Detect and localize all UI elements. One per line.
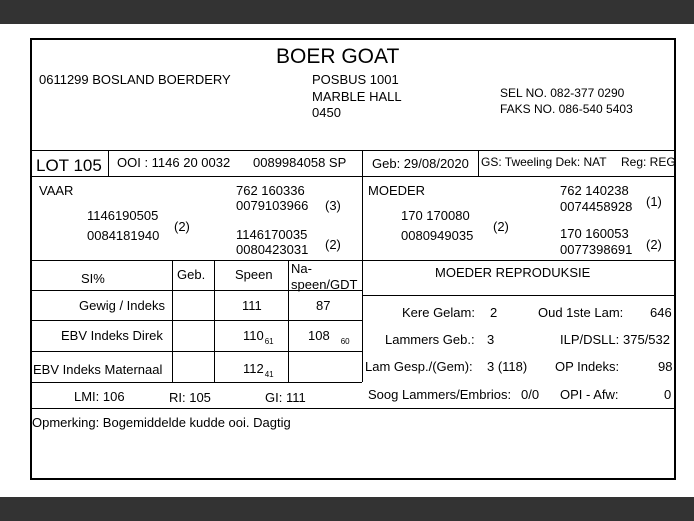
ilp-value: 375/532 (623, 332, 670, 347)
moeder-label: MOEDER (368, 183, 426, 198)
soog-value: 0/0 (521, 387, 540, 402)
geb-header: Geb. (177, 267, 206, 282)
row2-naspeen (308, 328, 350, 346)
vaar-dam-1: 1146170035 (236, 227, 308, 242)
naspeen-header-2: speen/GDT (291, 277, 358, 292)
vaar-dam-2: 0080423031 (236, 242, 309, 257)
row3-speen-value: 112 (243, 361, 264, 376)
row3-speen (243, 361, 274, 379)
seller-name: 0611299 BOSLAND BOERDERY (39, 72, 231, 87)
kere-label: Kere Gelam: (402, 305, 475, 320)
lmi: LMI: 106 (74, 389, 125, 404)
moeder-dam-count: (2) (646, 237, 662, 252)
gi: GI: 111 (265, 390, 306, 405)
moeder-sire-count: (1) (646, 194, 662, 209)
registration: Reg: REG (621, 155, 676, 169)
repro-title: MOEDER REPRODUKSIE (435, 265, 591, 280)
moeder-sire-1: 762 140238 (560, 183, 629, 198)
ilp-label: ILP/DSLL: (560, 332, 620, 347)
row3-speen-accuracy: 41 (264, 370, 274, 379)
opi-value: 0 (664, 387, 672, 402)
vaar-id-2: 0084181940 (87, 228, 160, 243)
soog-label: Soog Lammers/Embrios: (368, 387, 512, 402)
vaar-label: VAAR (39, 183, 74, 198)
row3-label: EBV Indeks Maternaal (33, 362, 163, 377)
si-header: SI% (81, 271, 105, 286)
row2-naspeen-accuracy: 60 (340, 337, 350, 346)
gs-dek: GS: Tweeling Dek: NAT (481, 155, 607, 169)
row1-naspeen: 87 (316, 298, 331, 313)
birth-date: Geb: 29/08/2020 (372, 156, 469, 171)
op-value: 98 (658, 359, 673, 374)
ooi-ids: 0089984058 SP (253, 155, 347, 170)
kere-value: 2 (490, 305, 498, 320)
row1-label: Gewig / Indeks (79, 298, 165, 313)
sel-number: SEL NO. 082-377 0290 (500, 86, 625, 100)
vaar-sire-2: 0079103966 (236, 198, 309, 213)
speen-header: Speen (235, 267, 273, 282)
vaar-count: (2) (174, 219, 190, 234)
oud-label: Oud 1ste Lam: (538, 305, 624, 320)
lot-number: LOT 105 (36, 156, 102, 175)
faks-number: FAKS NO. 086-540 5403 (500, 102, 633, 116)
bottom-bar (0, 497, 694, 521)
oud-value: 646 (650, 305, 672, 320)
moeder-id-1: 170 170080 (401, 208, 470, 223)
row1-speen: 111 (242, 298, 262, 313)
address-line-3: 0450 (312, 105, 341, 120)
moeder-count: (2) (493, 219, 509, 234)
opi-label: OPI - Afw: (560, 387, 619, 402)
op-label: OP Indeks: (555, 359, 620, 374)
row2-label: EBV Indeks Direk (61, 328, 163, 343)
row2-naspeen-value: 108 (308, 328, 330, 343)
moeder-dam-1: 170 160053 (560, 226, 629, 241)
vaar-sire-count: (3) (325, 198, 341, 213)
naspeen-header-1: Na- (291, 261, 312, 276)
address-line-2: MARBLE HALL (312, 89, 402, 104)
remark: Opmerking: Bogemiddelde kudde ooi. Dagtig (32, 415, 291, 430)
row2-speen-accuracy: 61 (264, 337, 274, 346)
lammers-label: Lammers Geb.: (385, 332, 475, 347)
top-bar (0, 0, 694, 24)
vaar-sire-1: 762 160336 (236, 183, 305, 198)
address-line-1: POSBUS 1001 (312, 72, 399, 87)
vaar-dam-count: (2) (325, 237, 341, 252)
gesp-label: Lam Gesp./(Gem): (365, 359, 473, 374)
gesp-value: 3 (118) (487, 359, 528, 374)
row2-speen (243, 328, 274, 346)
lammers-value: 3 (487, 332, 495, 347)
moeder-sire-2: 0074458928 (560, 199, 633, 214)
moeder-dam-2: 0077398691 (560, 242, 633, 257)
row2-speen-value: 110 (243, 328, 264, 343)
card-title: BOER GOAT (276, 45, 400, 68)
moeder-id-2: 0080949035 (401, 228, 474, 243)
vaar-id-1: 1146190505 (87, 208, 159, 223)
ri: RI: 105 (169, 390, 211, 405)
lot-card (30, 38, 676, 480)
ooi-number: OOI : 1146 20 0032 (117, 155, 231, 170)
